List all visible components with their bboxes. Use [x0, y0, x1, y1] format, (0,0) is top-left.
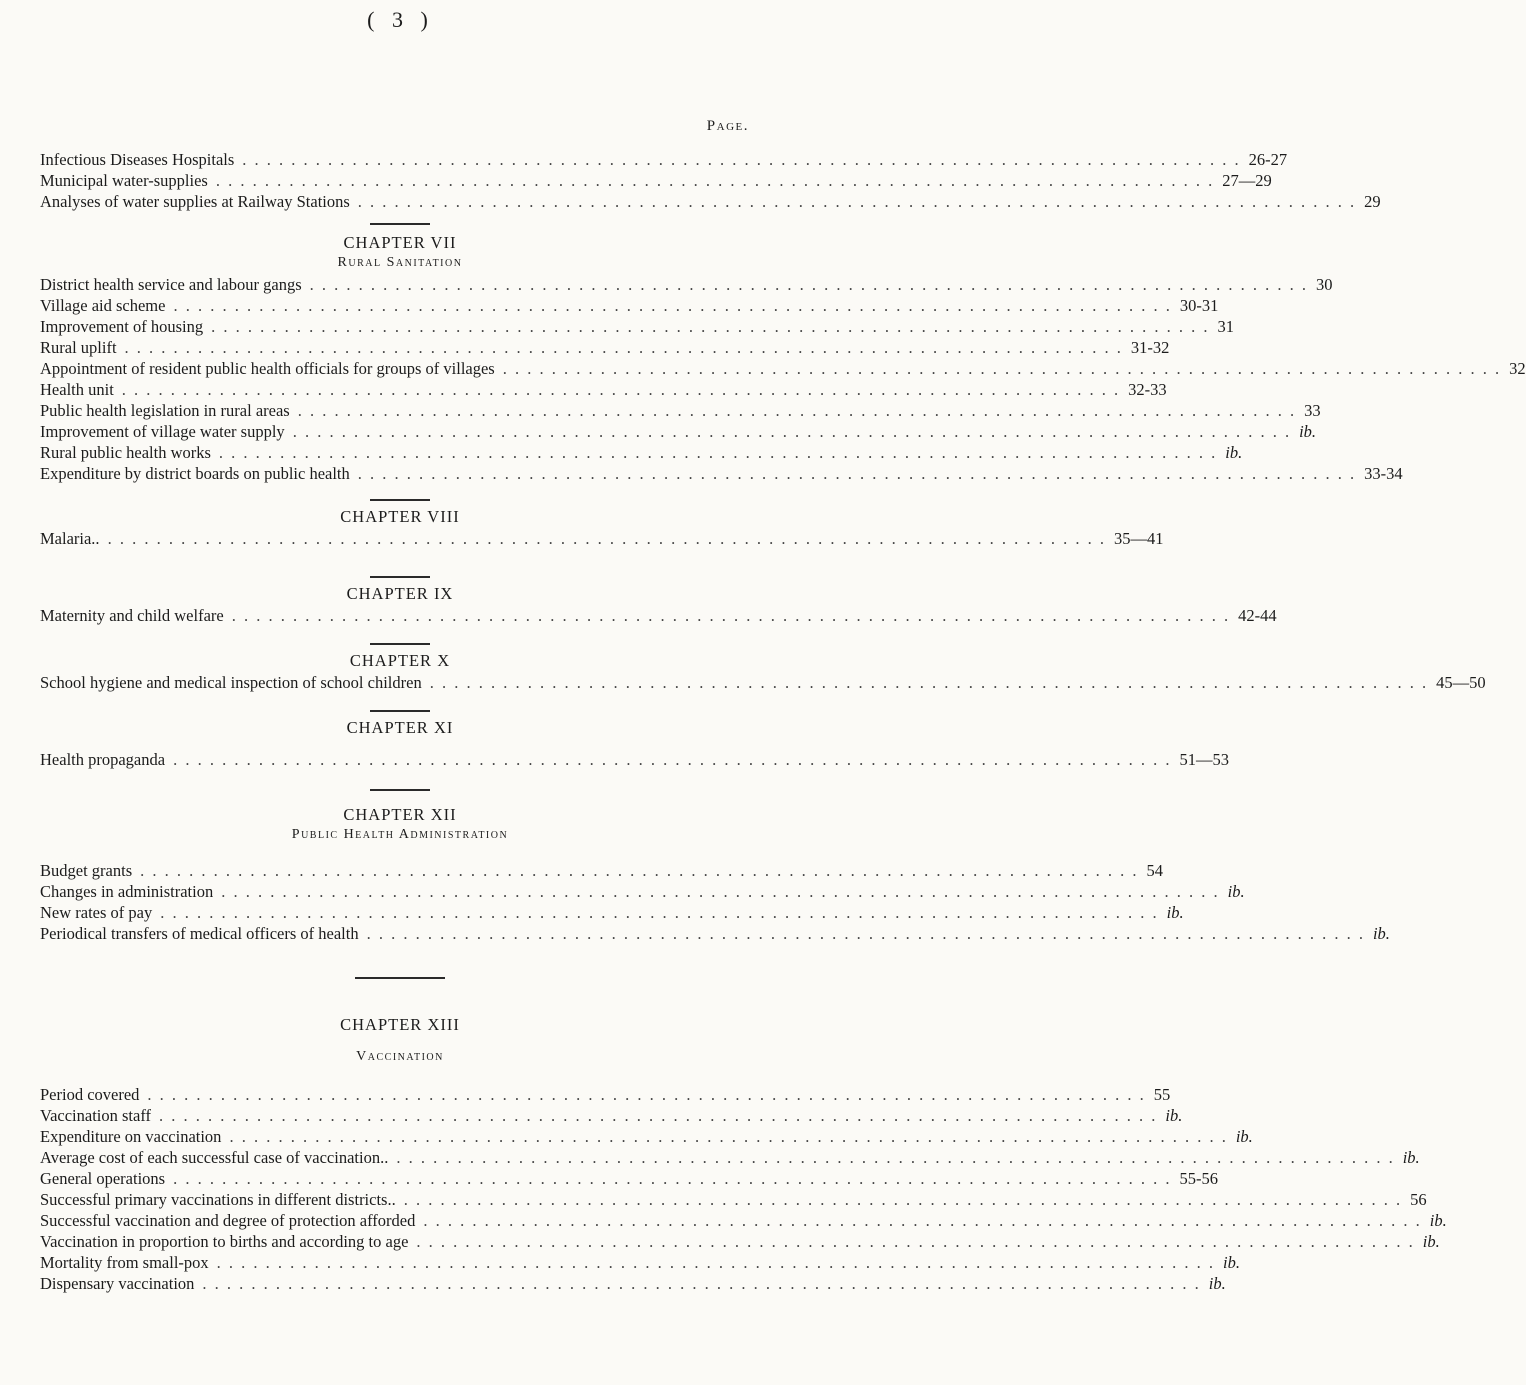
toc-entry: [40, 317, 1235, 338]
entry-title: District health service and labour gangs: [40, 275, 302, 294]
dot-leader: . . . . . . . . . . . . . . . . . . . . . . . . . . . . . . . . . . . . . . . . . . . . . . . . . . . . . . . . . . . . . . . . . . . . . . . . . . . . . . . . . .: [140, 861, 1139, 880]
toc-entry: [40, 1148, 1420, 1169]
chapter-12-entries: [40, 861, 1390, 945]
dot-leader: . . . . . . . . . . . . . . . . . . . . . . . . . . . . . . . . . . . . . . . . . . . . . . . . . . . . . . . . . . . . . . . . . . . . . . . . . . . . . . . . . .: [173, 750, 1172, 769]
toc-entry: [40, 1253, 1240, 1274]
dot-leader: . . . . . . . . . . . . . . . . . . . . . . . . . . . . . . . . . . . . . . . . . . . . . . . . . . . . . . . . . . . . . . . . . . . . . . . . . . . . . . . . . .: [231, 606, 1231, 625]
chapter-subheading: Vaccination: [356, 1049, 444, 1064]
entry-page: ib.: [1227, 882, 1245, 901]
chapter-heading: CHAPTER X: [349, 651, 451, 670]
dot-leader: . . . . . . . . . . . . . . . . . . . . . . . . . . . . . . . . . . . . . . . . . . . . . . . . . . . . . . . . . . . . . . . . . . . . . . . . . . . . . . . . . .: [429, 673, 1429, 692]
page-number: ( 3 ): [367, 7, 434, 32]
chapter-heading: CHAPTER XIII: [340, 1015, 460, 1034]
toc-entry: [40, 673, 1486, 694]
dot-leader: . . . . . . . . . . . . . . . . . . . . . . . . . . . . . . . . . . . . . . . . . . . . . . . . . . . . . . . . . . . . . . . . . . . . . . . . . . . . . . . . . .: [202, 1274, 1201, 1293]
dot-leader: . . . . . . . . . . . . . . . . . . . . . . . . . . . . . . . . . . . . . . . . . . . . . . . . . . . . . . . . . . . . . . . . . . . . . . . . . . . . . . . . . .: [403, 1190, 1403, 1209]
entry-page: 33: [1304, 401, 1321, 420]
entry-title: Maternity and child welfare: [40, 606, 224, 625]
toc-entry: [40, 338, 1170, 359]
dot-leader: . . . . . . . . . . . . . . . . . . . . . . . . . . . . . . . . . . . . . . . . . . . . . . . . . . . . . . . . . . . . . . . . . . . . . . . . . . . . . . . . . .: [159, 1106, 1158, 1125]
toc-entry: [40, 529, 1164, 550]
chapter-heading: CHAPTER XI: [346, 718, 454, 737]
toc-entry: [40, 750, 1229, 771]
chapter-7-entries: [40, 275, 1526, 485]
dot-leader: . . . . . . . . . . . . . . . . . . . . . . . . . . . . . . . . . . . . . . . . . . . . . . . . . . . . . . . . . . . . . . . . . . . . . . . . . . . . . . . . . .: [357, 464, 1357, 483]
chapter-13-entries: [40, 1085, 1447, 1295]
entry-title: Municipal water-supplies: [40, 171, 208, 190]
entry-title: Dispensary vaccination: [40, 1274, 195, 1293]
dot-leader: . . . . . . . . . . . . . . . . . . . . . . . . . . . . . . . . . . . . . . . . . . . . . . . . . . . . . . . . . . . . . . . . . . . . . . . . . . . . . . . . . .: [309, 275, 1308, 294]
entry-page: 45—50: [1436, 673, 1486, 692]
entry-page: 55: [1153, 1085, 1171, 1104]
dot-leader: . . . . . . . . . . . . . . . . . . . . . . . . . . . . . . . . . . . . . . . . . . . . . . . . . . . . . . . . . . . . . . . . . . . . . . . . . . . . . . . . . .: [292, 422, 1292, 441]
dot-leader: . . . . . . . . . . . . . . . . . . . . . . . . . . . . . . . . . . . . . . . . . . . . . . . . . . . . . . . . . . . . . . . . . . . . . . . . . . . . . . . . . .: [416, 1232, 1415, 1251]
entry-page: ib.: [1299, 422, 1317, 441]
toc-entry: [40, 1274, 1226, 1295]
chapter-8-entries: [40, 529, 1164, 550]
dot-leader: . . . . . . . . . . . . . . . . . . . . . . . . . . . . . . . . . . . . . . . . . . . . . . . . . . . . . . . . . . . . . . . . . . . . . . . . . . . . . . . . . .: [211, 317, 1210, 336]
entry-page: ib.: [1225, 443, 1243, 462]
dot-leader: . . . . . . . . . . . . . . . . . . . . . . . . . . . . . . . . . . . . . . . . . . . . . . . . . . . . . . . . . . . . . . . . . . . . . . . . . . . . . . . . . .: [423, 1211, 1422, 1230]
entry-page: 31: [1217, 317, 1235, 336]
toc-entry: [40, 296, 1219, 317]
entry-title: Health propaganda: [40, 750, 166, 769]
chapter-heading: CHAPTER IX: [346, 584, 454, 603]
dot-leader: . . . . . . . . . . . . . . . . . . . . . . . . . . . . . . . . . . . . . . . . . . . . . . . . . . . . . . . . . . . . . . . . . . . . . . . . . . . . . . . . . .: [357, 192, 1357, 211]
dot-leader: . . . . . . . . . . . . . . . . . . . . . . . . . . . . . . . . . . . . . . . . . . . . . . . . . . . . . . . . . . . . . . . . . . . . . . . . . . . . . . . . . .: [160, 903, 1159, 922]
toc-entry: [40, 443, 1243, 464]
entry-title: Infectious Diseases Hospitals: [40, 150, 235, 169]
entry-page: 30-31: [1179, 296, 1219, 315]
entry-page: 31-32: [1130, 338, 1170, 357]
entry-title: Period covered: [40, 1085, 140, 1104]
entry-title: Vaccination in proportion to births and according to age: [40, 1232, 409, 1251]
toc-entry: [40, 861, 1163, 882]
entry-page: ib.: [1402, 1148, 1420, 1167]
entry-page: 27—29: [1222, 171, 1272, 190]
toc-entry: [40, 464, 1403, 485]
top-entries: [40, 150, 1381, 213]
toc-entry: [40, 1232, 1440, 1253]
dot-leader: . . . . . . . . . . . . . . . . . . . . . . . . . . . . . . . . . . . . . . . . . . . . . . . . . . . . . . . . . . . . . . . . . . . . . . . . . . . . . . . . . .: [173, 1169, 1172, 1188]
dot-leader: . . . . . . . . . . . . . . . . . . . . . . . . . . . . . . . . . . . . . . . . . . . . . . . . . . . . . . . . . . . . . . . . . . . . . . . . . . . . . . . . . .: [221, 882, 1220, 901]
chapter-heading: CHAPTER VIII: [340, 507, 460, 526]
entry-title: Public health legislation in rural areas: [40, 401, 290, 420]
entry-page: 32: [1509, 359, 1526, 378]
entry-title: Malaria..: [40, 529, 100, 548]
toc-entry: [40, 359, 1526, 380]
entry-page: ib.: [1166, 903, 1184, 922]
toc-entry: [40, 1169, 1218, 1190]
dot-leader: . . . . . . . . . . . . . . . . . . . . . . . . . . . . . . . . . . . . . . . . . . . . . . . . . . . . . . . . . . . . . . . . . . . . . . . . . . . . . . . . . .: [396, 1148, 1395, 1167]
dot-leader: . . . . . . . . . . . . . . . . . . . . . . . . . . . . . . . . . . . . . . . . . . . . . . . . . . . . . . . . . . . . . . . . . . . . . . . . . . . . . . . . . .: [229, 1127, 1228, 1146]
entry-title: Improvement of village water supply: [40, 422, 285, 441]
entry-title: Vaccination staff: [40, 1106, 152, 1125]
entry-title: Expenditure by district boards on public health: [40, 464, 350, 483]
entry-page: ib.: [1422, 1232, 1440, 1251]
toc-entry: [40, 1211, 1447, 1232]
entry-page: 29: [1364, 192, 1381, 211]
entry-title: Periodical transfers of medical officers of health: [40, 924, 359, 943]
entry-title: Successful vaccination and degree of protection afforded: [40, 1211, 416, 1230]
chapter-subheading: Rural Sanitation: [337, 255, 463, 270]
toc-entry: [40, 275, 1333, 296]
entry-title: School hygiene and medical inspection of school children: [40, 673, 422, 692]
entry-page: 42-44: [1238, 606, 1277, 625]
toc-entry: [40, 192, 1381, 213]
entry-title: Successful primary vaccinations in different districts..: [40, 1190, 396, 1209]
toc-entry: [40, 1106, 1183, 1127]
entry-title: New rates of pay: [40, 903, 153, 922]
chapter-heading: CHAPTER VII: [343, 233, 457, 252]
chapter-subheading: Public Health Administration: [291, 827, 509, 842]
dot-leader: . . . . . . . . . . . . . . . . . . . . . . . . . . . . . . . . . . . . . . . . . . . . . . . . . . . . . . . . . . . . . . . . . . . . . . . . . . . . . . . . . .: [215, 171, 1215, 190]
entry-title: Health unit: [40, 380, 114, 399]
entry-title: Budget grants: [40, 861, 133, 880]
entry-page: ib.: [1429, 1211, 1447, 1230]
entry-title: Village aid scheme: [40, 296, 166, 315]
entry-title: Average cost of each successful case of vaccination..: [40, 1148, 389, 1167]
chapter-heading: CHAPTER XII: [343, 805, 457, 824]
dot-leader: . . . . . . . . . . . . . . . . . . . . . . . . . . . . . . . . . . . . . . . . . . . . . . . . . . . . . . . . . . . . . . . . . . . . . . . . . . . . . . . . . .: [218, 443, 1218, 462]
entry-title: Rural public health works: [40, 443, 211, 462]
toc-entry: [40, 171, 1272, 192]
entry-page: 26-27: [1248, 150, 1288, 169]
dot-leader: . . . . . . . . . . . . . . . . . . . . . . . . . . . . . . . . . . . . . . . . . . . . . . . . . . . . . . . . . . . . . . . . . . . . . . . . . . . . . . . . . .: [216, 1253, 1216, 1272]
entry-page: ib.: [1372, 924, 1390, 943]
chapter-11-entries: [40, 750, 1229, 771]
entry-page: 30: [1316, 275, 1333, 294]
entry-page: 51—53: [1179, 750, 1229, 769]
toc-entry: [40, 380, 1167, 401]
dot-leader: . . . . . . . . . . . . . . . . . . . . . . . . . . . . . . . . . . . . . . . . . . . . . . . . . . . . . . . . . . . . . . . . . . . . . . . . . . . . . . . . . .: [121, 380, 1121, 399]
toc-entry: [40, 150, 1288, 171]
dot-leader: . . . . . . . . . . . . . . . . . . . . . . . . . . . . . . . . . . . . . . . . . . . . . . . . . . . . . . . . . . . . . . . . . . . . . . . . . . . . . . . . . .: [107, 529, 1106, 548]
toc-entry: [40, 422, 1317, 443]
dot-leader: . . . . . . . . . . . . . . . . . . . . . . . . . . . . . . . . . . . . . . . . . . . . . . . . . . . . . . . . . . . . . . . . . . . . . . . . . . . . . . . . . .: [502, 359, 1502, 378]
entry-page: 56: [1410, 1190, 1427, 1209]
entry-title: Appointment of resident public health officials for groups of villages: [40, 359, 495, 378]
toc-entry: [40, 882, 1245, 903]
entry-page: 54: [1146, 861, 1163, 880]
toc-entry: [40, 401, 1321, 422]
entry-title: Analyses of water supplies at Railway Stations: [40, 192, 350, 211]
entry-title: Changes in administration: [40, 882, 214, 901]
entry-title: Expenditure on vaccination: [40, 1127, 222, 1146]
chapter-10-entries: [40, 673, 1486, 694]
toc-entry: [40, 1127, 1253, 1148]
entry-page: 32-33: [1128, 380, 1167, 399]
entry-title: Rural uplift: [40, 338, 117, 357]
dot-leader: . . . . . . . . . . . . . . . . . . . . . . . . . . . . . . . . . . . . . . . . . . . . . . . . . . . . . . . . . . . . . . . . . . . . . . . . . . . . . . . . . .: [297, 401, 1297, 420]
toc-entry: [40, 1085, 1171, 1106]
entry-page: ib.: [1165, 1106, 1183, 1125]
page-column-header: Page.: [706, 118, 749, 134]
toc-entry: [40, 924, 1390, 945]
toc-entry: [40, 606, 1277, 627]
dot-leader: . . . . . . . . . . . . . . . . . . . . . . . . . . . . . . . . . . . . . . . . . . . . . . . . . . . . . . . . . . . . . . . . . . . . . . . . . . . . . . . . . .: [147, 1085, 1146, 1104]
entry-page: ib.: [1223, 1253, 1240, 1272]
toc-entry: [40, 903, 1184, 924]
dot-leader: . . . . . . . . . . . . . . . . . . . . . . . . . . . . . . . . . . . . . . . . . . . . . . . . . . . . . . . . . . . . . . . . . . . . . . . . . . . . . . . . . .: [366, 924, 1365, 943]
entry-page: ib.: [1208, 1274, 1226, 1293]
dot-leader: . . . . . . . . . . . . . . . . . . . . . . . . . . . . . . . . . . . . . . . . . . . . . . . . . . . . . . . . . . . . . . . . . . . . . . . . . . . . . . . . . .: [242, 150, 1241, 169]
dot-leader: . . . . . . . . . . . . . . . . . . . . . . . . . . . . . . . . . . . . . . . . . . . . . . . . . . . . . . . . . . . . . . . . . . . . . . . . . . . . . . . . . .: [173, 296, 1172, 315]
entry-title: Improvement of housing: [40, 317, 204, 336]
chapter-9-entries: [40, 606, 1277, 627]
entry-page: 33-34: [1364, 464, 1403, 483]
entry-title: General operations: [40, 1169, 166, 1188]
table-of-contents: [40, 150, 1526, 1295]
dot-leader: . . . . . . . . . . . . . . . . . . . . . . . . . . . . . . . . . . . . . . . . . . . . . . . . . . . . . . . . . . . . . . . . . . . . . . . . . . . . . . . . . .: [124, 338, 1123, 357]
entry-page: 55-56: [1179, 1169, 1218, 1188]
entry-page: ib.: [1235, 1127, 1253, 1146]
entry-page: 35—41: [1113, 529, 1164, 548]
entry-title: Mortality from small-pox: [40, 1253, 209, 1272]
toc-entry: [40, 1190, 1427, 1211]
